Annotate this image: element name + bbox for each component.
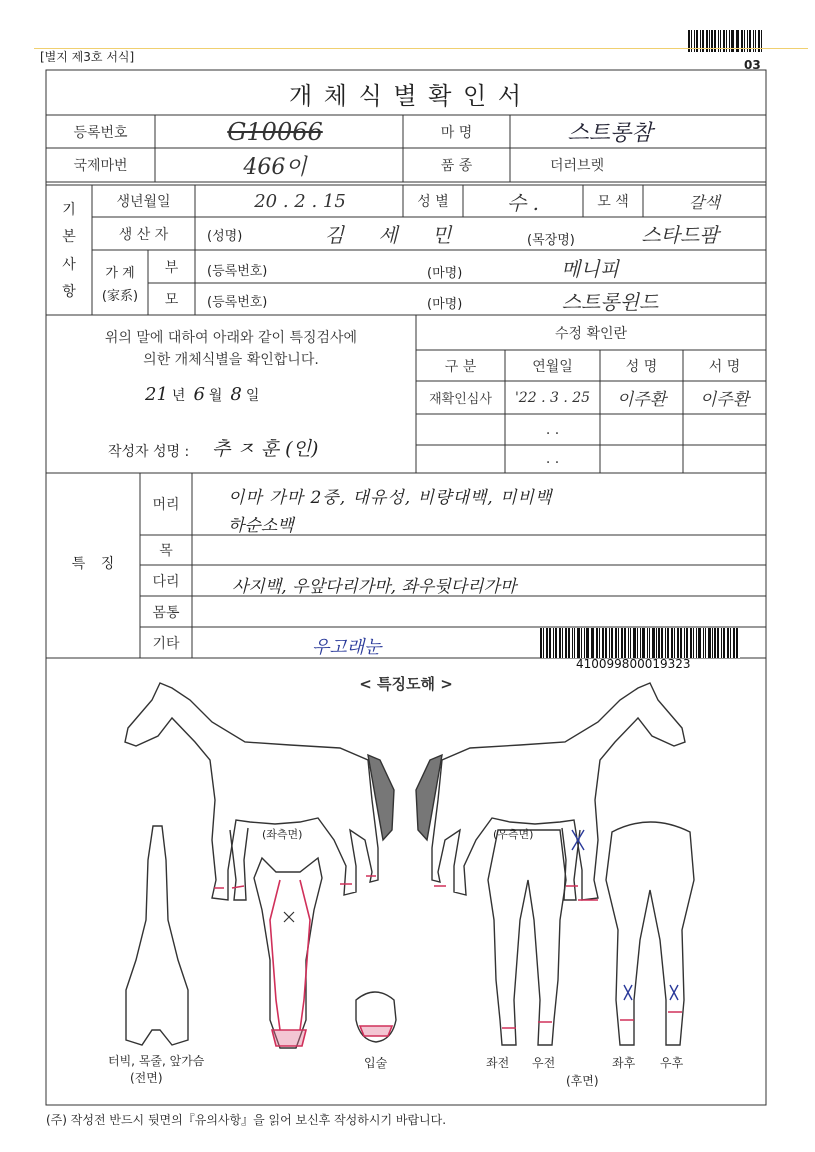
- right-side-horse: [432, 683, 685, 900]
- head-line-2: 하순소백: [228, 516, 294, 536]
- revision-row-1-sign: 이주환: [699, 390, 750, 410]
- rear-caption: (후면): [566, 1074, 599, 1088]
- front-caption-1: 터빅, 목줄, 앞가슴: [108, 1054, 205, 1068]
- revision-header-type: 구 분: [444, 358, 477, 375]
- horse-name-label: 마 명: [440, 124, 473, 141]
- date-month: 6: [193, 384, 205, 405]
- revision-header-name: 성 명: [625, 358, 658, 375]
- revision-row-1-date: '22 . 3 . 25: [514, 389, 591, 406]
- revision-title: 수정 확인란: [554, 326, 628, 342]
- producer-name-value: 김 세 민: [324, 223, 466, 247]
- legs-value-text: 사지백, 우앞다리가마, 좌우뒷다리가마: [232, 577, 517, 597]
- head-line-1: 이마 가마 2중, 대유성, 비량대백, 미비백: [228, 488, 553, 508]
- dam-name-value: 스트롱윈드: [561, 289, 659, 314]
- neck-label: 목: [159, 543, 173, 559]
- sire-reg-label: (등록번호): [207, 264, 268, 279]
- basic-label-char-1: 기: [62, 201, 76, 218]
- dam-name-label: (마명): [427, 297, 463, 312]
- barcode-number: 410099800019323: [576, 657, 691, 671]
- day-suffix: 일: [245, 388, 260, 404]
- color-label: 모 색: [597, 194, 629, 210]
- writer-value: 추 ㅈ 훈 (인): [212, 438, 319, 460]
- lips-caption: 입술: [364, 1056, 388, 1070]
- basic-label-char-4: 항: [62, 284, 76, 301]
- dam-label: 모: [164, 292, 179, 308]
- statement-line-1: 위의 말에 대하여 아래와 같이 특징검사에: [104, 330, 358, 346]
- basic-label-char-2: 본: [62, 229, 76, 246]
- color-value: 갈색: [689, 192, 720, 212]
- pedigree-text: 가 계: [105, 265, 135, 281]
- front-caption-2: (전면): [130, 1071, 163, 1085]
- farm-label: (목장명): [527, 233, 575, 248]
- left-fore-caption: 좌전: [486, 1056, 510, 1070]
- form-tag: [별지 제3호 서식]: [40, 50, 135, 64]
- other-value: 우고래눈: [312, 637, 382, 658]
- features-label-char-1: 특: [71, 556, 86, 572]
- pedigree-hanja: (家系): [101, 288, 139, 304]
- reg-no-text: G10066: [227, 117, 323, 146]
- sex-label: 성 별: [417, 194, 449, 210]
- producer-name-label: (성명): [207, 229, 243, 244]
- features-label-char-2: 징: [100, 556, 115, 572]
- farm-value: 스타드팜: [641, 223, 719, 247]
- intl-no-label: 국제마번: [73, 158, 128, 174]
- reg-no-label: 등록번호: [73, 124, 128, 141]
- sex-value: 수 .: [506, 190, 540, 215]
- basic-label-char-3: 사: [62, 256, 76, 273]
- sire-name-label: (마명): [427, 266, 463, 281]
- right-fore-caption: 우전: [532, 1056, 556, 1070]
- left-side-caption: (좌측면): [262, 828, 303, 841]
- head-front-view: [254, 858, 322, 1048]
- revision-header-date: 연월일: [532, 358, 573, 375]
- right-side-caption: (우측면): [493, 828, 534, 841]
- other-label: 기타: [152, 635, 180, 652]
- front-view-horse: [126, 826, 188, 1045]
- year-suffix: 년: [171, 388, 186, 404]
- left-side-horse: [125, 683, 378, 900]
- document-title: 개 체 식 별 확 인 서: [288, 82, 524, 110]
- date-day: 8: [230, 384, 242, 405]
- writer-label: 작성자 성명 :: [108, 444, 190, 460]
- sire-label: 부: [164, 259, 179, 276]
- birth-value: 20 . 2 . 15: [254, 190, 346, 212]
- revision-row-1-type: 재확인심사: [429, 392, 492, 407]
- legs-label: 다리: [152, 573, 180, 590]
- date-year: 21: [145, 384, 168, 405]
- revision-row-3-date: . .: [545, 451, 560, 467]
- diagram-title: < 특징도해 >: [359, 674, 453, 693]
- statement-line-2: 의한 개체식별을 확인합니다.: [143, 352, 319, 368]
- sire-name-value: 메니피: [561, 256, 619, 281]
- body-label: 몸통: [152, 604, 180, 621]
- horse-name-value: 스트롱참: [567, 121, 653, 146]
- footer-note: (주) 작성전 반드시 뒷면의『유의사항』을 읽어 보신후 작성하시기 바랍니다.: [46, 1113, 447, 1127]
- left-hind-caption: 좌후: [612, 1056, 636, 1070]
- breed-label: 품 종: [440, 158, 473, 174]
- month-suffix: 월: [208, 388, 223, 404]
- head-label: 머리: [152, 497, 180, 513]
- breed-value: 더러브렛: [550, 158, 605, 174]
- front-legs-view: [488, 830, 566, 1045]
- revision-row-1-name: 이주환: [616, 390, 667, 410]
- birth-label: 생년월일: [116, 194, 171, 210]
- page-number: 03: [744, 58, 761, 72]
- dam-reg-label: (등록번호): [207, 295, 268, 310]
- revision-header-sign: 서 명: [708, 358, 741, 375]
- producer-label: 생 산 자: [118, 226, 169, 243]
- revision-row-2-date: . .: [545, 421, 560, 438]
- intl-no-value: 466이: [243, 154, 307, 180]
- right-hind-caption: 우후: [660, 1056, 684, 1070]
